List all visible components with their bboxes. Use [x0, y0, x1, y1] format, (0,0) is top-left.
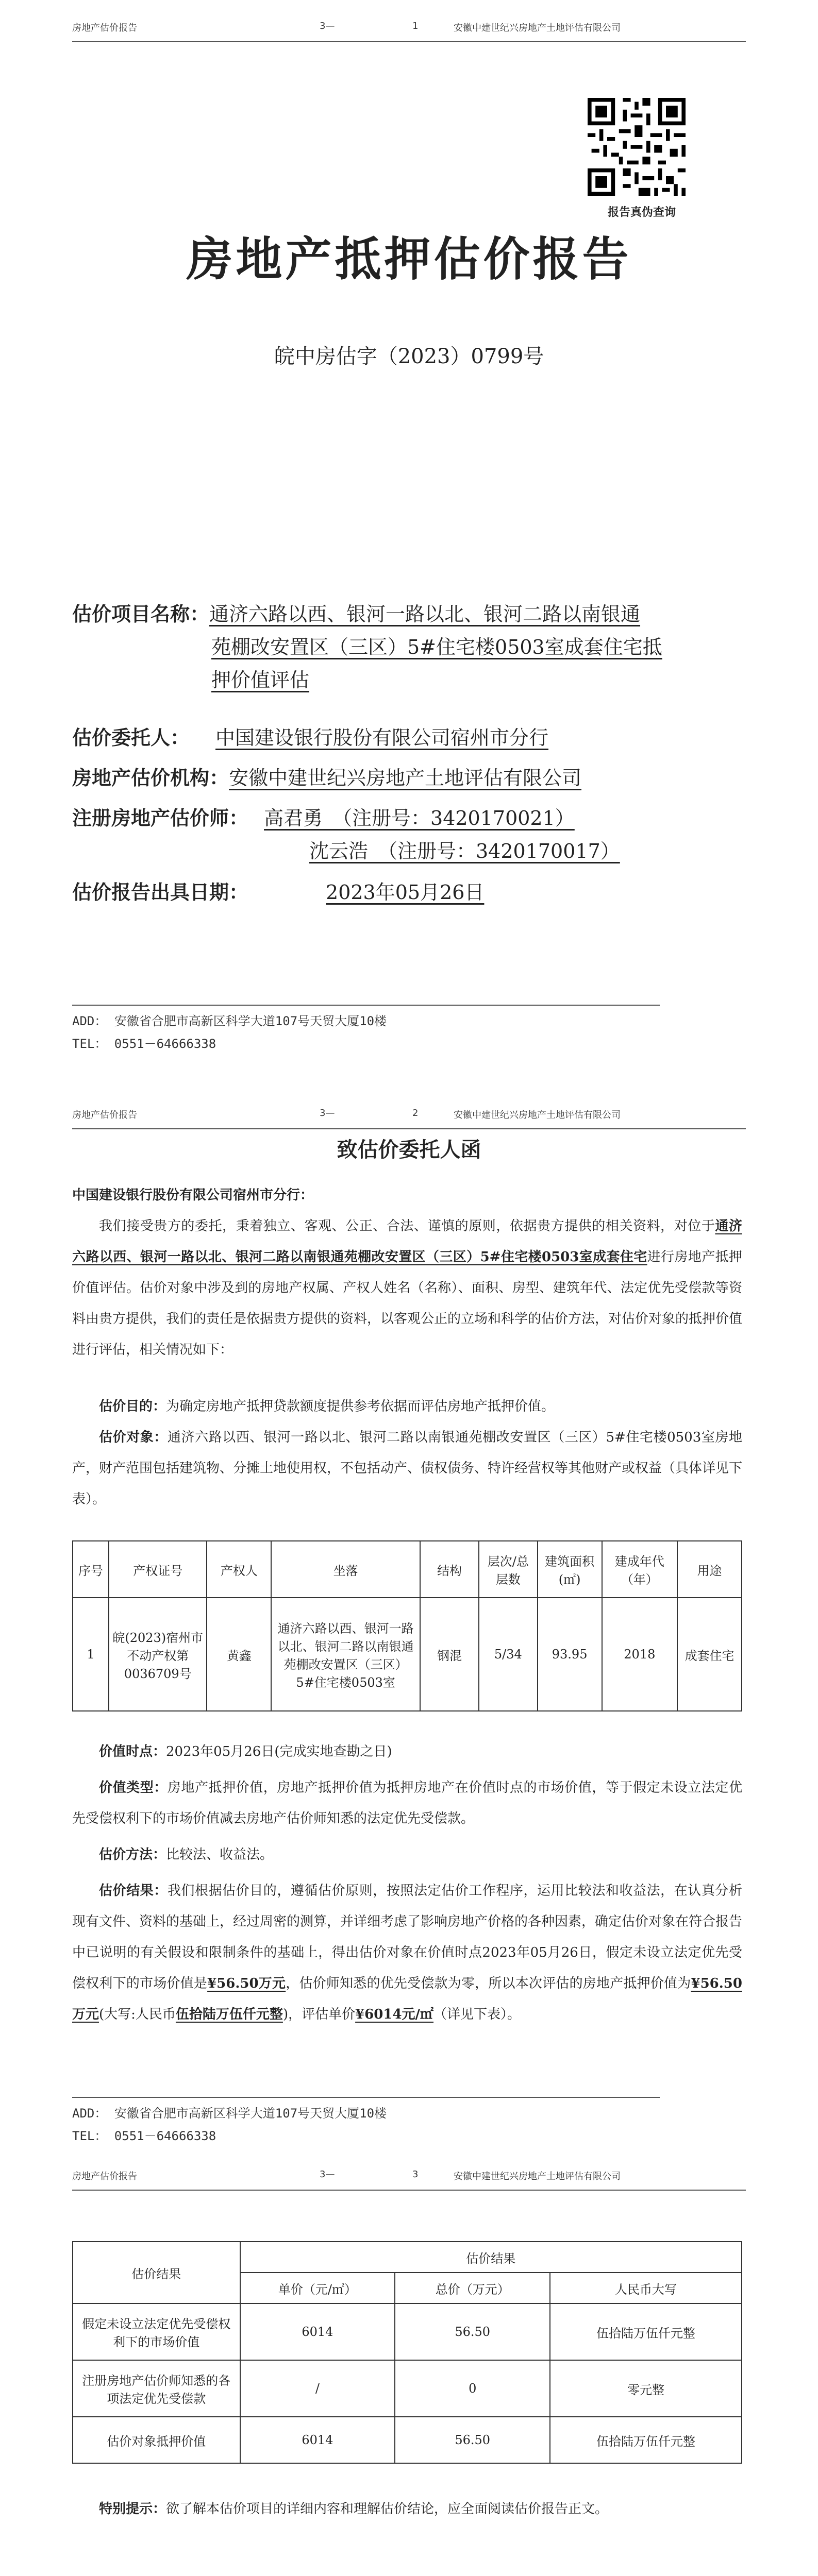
date-label: 估价报告出具日期： — [72, 880, 249, 904]
table-cell: 56.50 — [395, 2303, 550, 2360]
table-cell: 钢混 — [420, 1598, 479, 1711]
value-type-label: 价值类型： — [99, 1780, 168, 1795]
agency-value: 安徽中建世纪兴房地产土地评估有限公司 — [229, 767, 582, 789]
footer-tel: TEL： 0551－64666338 — [72, 1037, 216, 1051]
result-market-value: ¥56.50万元 — [207, 1976, 286, 1991]
table-cell: / — [240, 2360, 395, 2417]
report-ref-no: 皖中房估字（2023）0799号 — [274, 345, 544, 368]
client-value: 中国建设银行股份有限公司宿州市分行 — [215, 726, 549, 749]
object-text: 通济六路以西、银河一路以北、银河二路以南银通苑棚改安置区（三区）5#住宅楼0503室房地产，财产范围包括建筑物、分摊土地使用权，不包括动产、债权债务、特许经营权等其他财产或权益（具体详见下表）。 — [72, 1430, 743, 1507]
footer-rule — [72, 1005, 660, 1006]
header-left: 房地产估价报告 — [72, 2171, 137, 2182]
header-page-prefix: 3— — [320, 21, 335, 31]
header-rule — [72, 41, 746, 42]
table-header: 建成年代（年） — [602, 1541, 678, 1598]
project-value-2: 苑棚改安置区（三区）5#住宅楼0503室成套住宅抵 — [211, 636, 662, 658]
result-table-header: 估价结果 — [240, 2242, 742, 2273]
intro-property: 通济六路以西、银河一路以北、银河二路以南银通苑棚改安置区（三区）5#住宅楼0503室成套住宅 — [72, 1218, 742, 1265]
purpose-text: 为确定房地产抵押贷款额度提供参考依据而评估房地产抵押价值。 — [166, 1399, 555, 1414]
value-type-line — [72, 1772, 742, 1834]
table-cell: 0 — [395, 2360, 550, 2417]
result-table-header: 总价（万元） — [395, 2273, 550, 2303]
date-block — [72, 876, 484, 909]
footer-rule — [72, 2097, 660, 2098]
value-type-text: 房地产抵押价值，房地产抵押价值为抵押房地产在价值时点的市场价值，等于假定未设立法定优先受偿权利下的市场价值减去房地产估价师知悉的法定优先受偿款。 — [72, 1780, 742, 1826]
appraiser-label: 注册房地产估价师： — [72, 806, 249, 829]
table-cell: 2018 — [602, 1598, 678, 1711]
table-cell: 56.50 — [395, 2417, 550, 2463]
table-row — [73, 2303, 742, 2360]
table-cell: 假定未设立法定优先受偿权利下的市场价值 — [73, 2303, 240, 2360]
table-cell: 注册房地产估价师知悉的各项法定优先受偿款 — [73, 2360, 240, 2417]
header-left: 房地产估价报告 — [72, 23, 137, 33]
agency-label: 房地产估价机构： — [72, 766, 229, 789]
method-line — [72, 1839, 742, 1870]
table-cell: 伍拾陆万伍仟元整 — [550, 2303, 742, 2360]
table-header-row — [73, 1541, 742, 1598]
appraiser-1: 高君勇 （注册号：3420170021） — [264, 807, 575, 829]
project-label: 估价项目名称： — [72, 602, 210, 625]
table-cell: 93.95 — [538, 1598, 602, 1711]
page-header — [0, 1087, 818, 1128]
header-right: 安徽中建世纪兴房地产土地评估有限公司 — [454, 1110, 621, 1121]
footer-address: ADD： 安徽省合肥市高新区科学大道107号天贸大厦10楼 — [72, 2106, 387, 2121]
result-label: 估价结果： — [99, 1883, 168, 1899]
table-header: 坐落 — [271, 1541, 420, 1598]
letter-to: 中国建设银行股份有限公司宿州市分行： — [72, 1188, 314, 1203]
header-page-number: 3 — [412, 2169, 419, 2180]
result-line — [72, 1875, 742, 2030]
qr-code-icon[interactable] — [588, 98, 686, 196]
header-right: 安徽中建世纪兴房地产土地评估有限公司 — [454, 2171, 621, 2182]
table-row — [73, 2417, 742, 2463]
letter-intro — [72, 1211, 742, 1365]
intro-text-2: 进行房地产抵押价值评估。估价对象中涉及到的房地产权属、产权人姓名（名称）、面积、房型、建筑年代、法定优先受偿款等资料由贵方提供，我们的责任是依据贵方提供的资料，以客观公正的立场和科学的估价方法，对估价对象的抵押价值进行评估，相关情况如下： — [72, 1249, 743, 1358]
table-header: 建筑面积(㎡) — [538, 1541, 602, 1598]
table-header: 用途 — [677, 1541, 742, 1598]
header-page-number: 2 — [412, 1108, 419, 1118]
appraiser-2: 沈云浩 （注册号：3420170017） — [309, 840, 620, 862]
table-cell: 伍拾陆万伍仟元整 — [550, 2417, 742, 2463]
result-text-5: （详见下表）。 — [433, 2007, 521, 2022]
notice-line — [72, 2494, 742, 2524]
date-value: 2023年05月26日 — [326, 881, 485, 904]
result-table-header: 估价结果 — [73, 2242, 240, 2303]
table-header: 结构 — [420, 1541, 479, 1598]
table-cell: 估价对象抵押价值 — [73, 2417, 240, 2463]
table-cell: 1 — [73, 1598, 109, 1711]
purpose-line — [72, 1391, 742, 1422]
value-date-label: 价值时点： — [99, 1744, 166, 1759]
object-line — [72, 1422, 742, 1515]
header-rule — [72, 2190, 746, 2191]
header-page-prefix: 3— — [320, 2169, 335, 2180]
header-left: 房地产估价报告 — [72, 1110, 137, 1121]
table-cell: 5/34 — [479, 1598, 538, 1711]
intro-text-1: 我们接受贵方的委托，秉着独立、客观、公正、合法、谨慎的原则，依据贵方提供的相关资料，对位于 — [99, 1218, 715, 1234]
table-cell: 6014 — [240, 2303, 395, 2360]
notice-text: 欲了解本估价项目的详细内容和理解估价结论，应全面阅读估价报告正文。 — [166, 2501, 609, 2517]
header-rule — [72, 1128, 746, 1129]
header-page-prefix: 3— — [320, 1108, 335, 1118]
footer-address: ADD： 安徽省合肥市高新区科学大道107号天贸大厦10楼 — [72, 1014, 387, 1028]
result-text-1: 我们根据估价目的，遵循估价原则，按照法定估价工作程序，运用比较法和收益法，在认真分析现有文件、资料的基础上，经过周密的测算，并详细考虑了影响房地产价格的各种因素，确定估价对象在符合报告中已说明的有关假设和限制条件的基础上，得出估价对象在价值时点2023年05月26日，假定未设立法定优先受偿权利下的市场价值是 — [72, 1883, 743, 1991]
result-table-header: 单价（元/㎡） — [240, 2273, 395, 2303]
result-text-3: (大写:人民币 — [99, 2007, 176, 2022]
table-cell: 6014 — [240, 2417, 395, 2463]
report-title: 房地产抵押估价报告 — [186, 232, 632, 286]
header-right: 安徽中建世纪兴房地产土地评估有限公司 — [454, 23, 621, 33]
agency-block — [72, 761, 581, 794]
table-row — [73, 2360, 742, 2417]
client-label: 估价委托人： — [72, 726, 190, 749]
header-page-number: 1 — [412, 21, 419, 31]
notice-label: 特别提示： — [99, 2501, 166, 2517]
result-mortgage-value: ¥56.50万元 — [72, 1976, 742, 2022]
table-cell: 成套住宅 — [677, 1598, 742, 1711]
table-header: 层次/总层数 — [479, 1541, 538, 1598]
table-cell: 皖(2023)宿州市不动产权第0036709号 — [109, 1598, 207, 1711]
table-cell: 黄鑫 — [207, 1598, 271, 1711]
method-text: 比较法、收益法。 — [166, 1847, 274, 1862]
footer-tel: TEL： 0551－64666338 — [72, 2129, 216, 2143]
result-text-2: ，估价师知悉的优先受偿款为零，所以本次评估的房地产抵押价值为 — [286, 1976, 691, 1991]
property-table — [72, 1540, 742, 1711]
client-block — [72, 721, 548, 754]
project-value-1: 通济六路以西、银河一路以北、银河二路以南银通 — [209, 603, 641, 625]
page-header — [0, 2148, 818, 2190]
table-header: 序号 — [73, 1541, 109, 1598]
page-footer — [72, 1010, 387, 1055]
table-header: 产权证号 — [109, 1541, 207, 1598]
cover-page — [0, 0, 818, 1051]
project-block — [72, 598, 742, 697]
value-date-line — [72, 1736, 742, 1767]
result-unit-price: ¥6014元/㎡ — [355, 2007, 434, 2022]
qr-caption: 报告真伪查询 — [607, 206, 676, 219]
object-label: 估价对象： — [99, 1430, 168, 1445]
page-header — [0, 0, 818, 41]
purpose-label: 估价目的： — [99, 1399, 166, 1414]
letter-title: 致估价委托人函 — [337, 1138, 481, 1162]
table-header: 产权人 — [207, 1541, 271, 1598]
appraiser-block — [72, 802, 620, 868]
result-table — [72, 2241, 742, 2464]
result-caps: 伍拾陆万伍仟元整 — [175, 2007, 283, 2022]
result-table-header-row — [73, 2242, 742, 2273]
table-row — [73, 1598, 742, 1711]
method-label: 估价方法： — [99, 1847, 166, 1862]
table-cell: 通济六路以西、银河一路以北、银河二路以南银通苑棚改安置区（三区）5#住宅楼0503室 — [271, 1598, 420, 1711]
table-cell: 零元整 — [550, 2360, 742, 2417]
project-value-3: 押价值评估 — [211, 669, 310, 691]
page-footer — [72, 2102, 387, 2147]
result-text-4: )，评估单价 — [282, 2007, 356, 2022]
result-table-header: 人民币大写 — [550, 2273, 742, 2303]
value-date-text: 2023年05月26日(完成实地查勘之日) — [166, 1744, 392, 1759]
